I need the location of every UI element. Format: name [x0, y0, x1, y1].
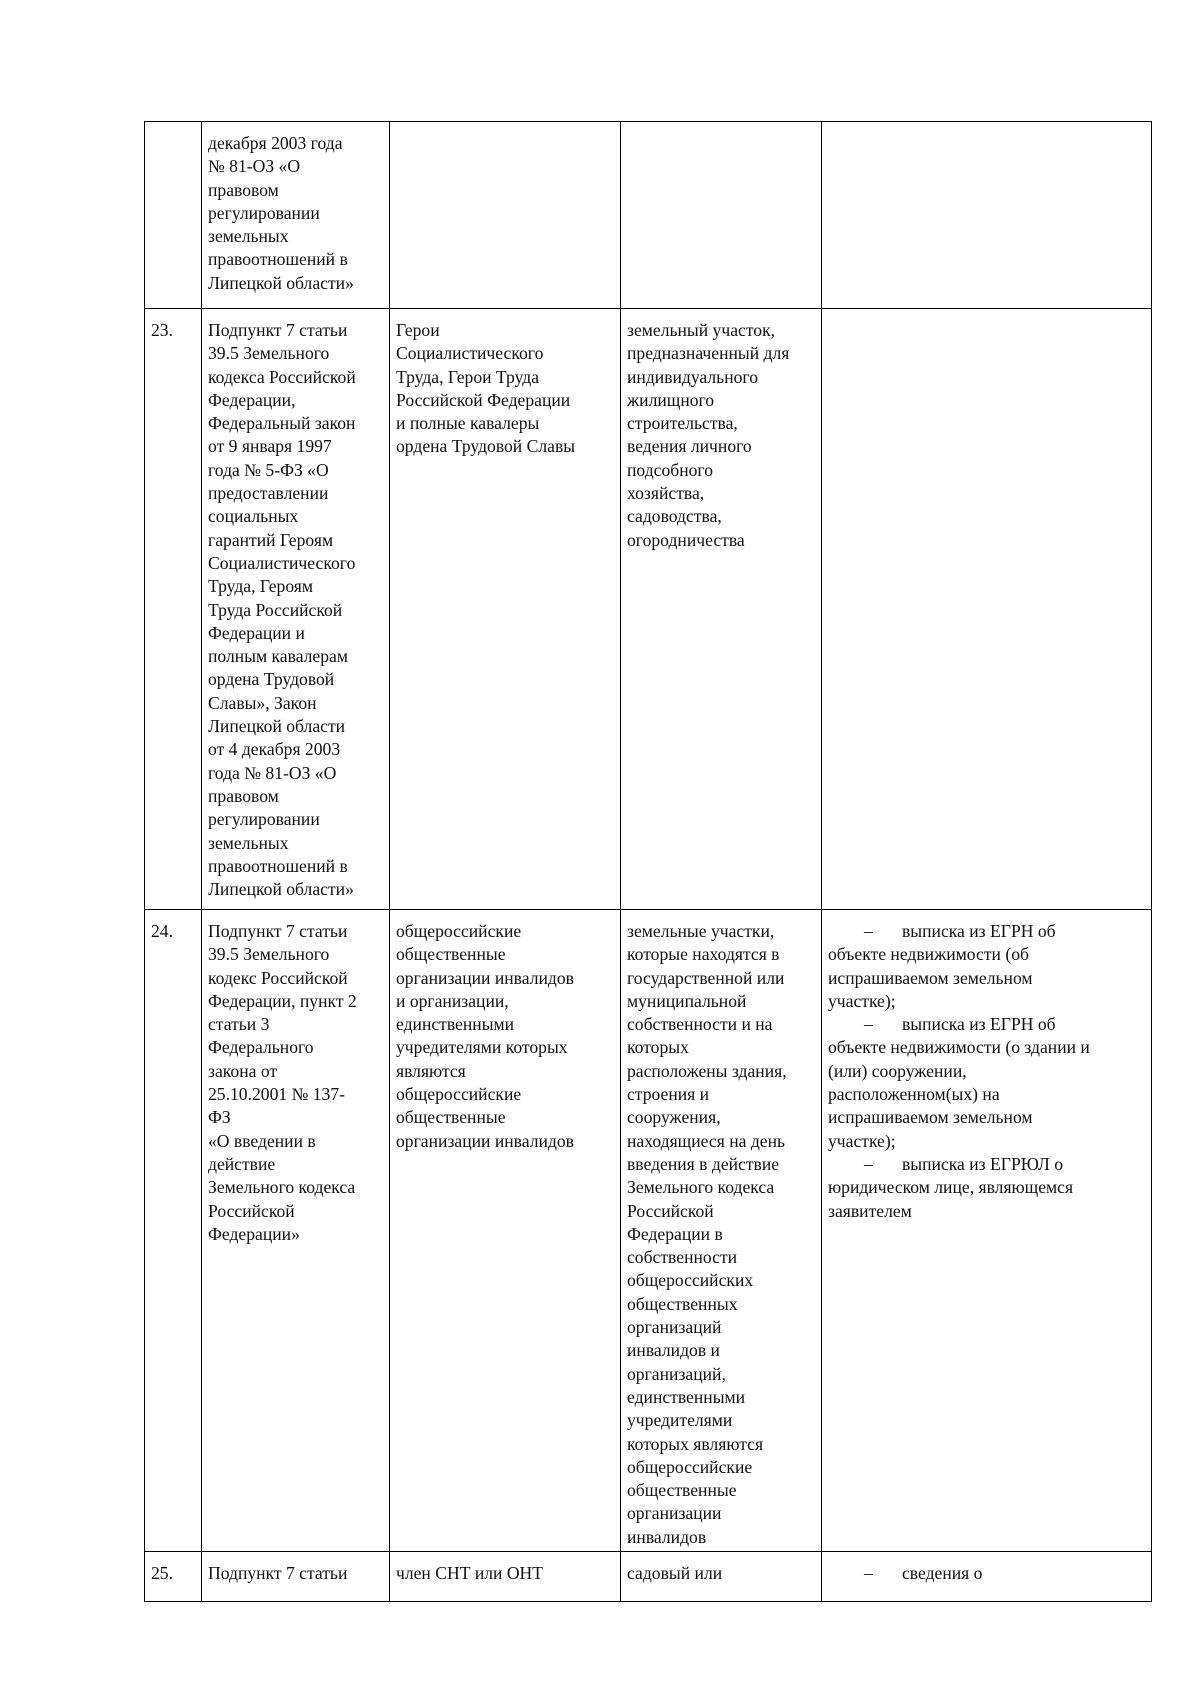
- cell-line: от 4 декабря 2003: [208, 739, 341, 760]
- cell-line: организации инвалидов: [396, 967, 574, 988]
- cell-line: полным кавалерам: [208, 646, 348, 667]
- cell-line: гарантий Героям: [208, 529, 334, 550]
- cell-line: правовом: [208, 179, 279, 200]
- cell-line: Труда, Герои Труда: [396, 366, 540, 387]
- cell-line: муниципальной: [627, 990, 747, 1011]
- cell-line: общероссийские: [396, 1084, 522, 1105]
- recipients-cell: [390, 309, 621, 910]
- table-row: [145, 910, 1152, 1552]
- cell-line: Подпункт 7 статьи: [208, 1563, 348, 1583]
- cell-line: регулировании: [208, 809, 320, 830]
- dash-marker: –: [864, 1014, 873, 1035]
- cell-line: строения и: [627, 1084, 710, 1105]
- row-number-cell: [145, 309, 202, 910]
- cell-line: государственной или: [627, 967, 785, 988]
- document-item-line: участке);: [828, 990, 896, 1011]
- row-number: 25.: [151, 1563, 173, 1583]
- document-item-line: юридическом лице, являющемся: [828, 1177, 1074, 1198]
- cell-line: Российской: [208, 1200, 295, 1221]
- row-number-cell: [145, 910, 202, 1552]
- cell-line: являются: [396, 1060, 466, 1081]
- cell-line: правоотношений в: [208, 249, 348, 270]
- document-item-line: объекте недвижимости (о здании и: [828, 1037, 1090, 1058]
- document-item-line: испрашиваемом земельном: [828, 1107, 1033, 1128]
- cell-line: правовом: [208, 785, 279, 806]
- cell-line: собственности и на: [627, 1014, 773, 1035]
- cell-line: расположены здания,: [627, 1060, 787, 1081]
- cell-line: регулировании: [208, 202, 320, 223]
- cell-line: кодекс Российской: [208, 967, 348, 988]
- cell-line: Федерации и: [208, 622, 305, 643]
- cell-line: социальных: [208, 506, 299, 527]
- cell-line: года № 5-ФЗ «О: [208, 459, 329, 480]
- table-row: [145, 122, 1152, 309]
- document-item-text: сведения о: [902, 1563, 983, 1583]
- document-item-line: участке);: [828, 1130, 896, 1151]
- table-body: [145, 122, 1152, 1602]
- cell-line: индивидуального: [627, 366, 758, 387]
- row-number-cell: [145, 1552, 202, 1602]
- cell-line: Герои: [396, 320, 440, 340]
- table-row: [145, 1552, 1152, 1602]
- document-table: [144, 121, 1152, 1602]
- cell-line: Федерации в: [627, 1223, 723, 1244]
- cell-line: правоотношений в: [208, 855, 348, 876]
- cell-line: общероссийские: [627, 1456, 753, 1477]
- document-item: [828, 1013, 1145, 1036]
- cell-line: земельный участок,: [627, 320, 776, 340]
- cell-line: общероссийские: [396, 921, 522, 941]
- documents-cell: [822, 122, 1152, 309]
- legal-basis-cell: [202, 910, 390, 1552]
- cell-line: организации: [627, 1503, 722, 1524]
- document-item: [828, 920, 1145, 943]
- cell-line: земельных: [208, 226, 289, 247]
- cell-line: строительства,: [627, 413, 738, 434]
- cell-line: Липецкой области»: [208, 879, 354, 900]
- cell-line: общественных: [627, 1293, 738, 1314]
- cell-line: Социалистического: [208, 552, 356, 573]
- cell-line: года № 81-ОЗ «О: [208, 762, 337, 783]
- cell-line: учредителями которых: [396, 1037, 568, 1058]
- cell-line: Липецкой области: [208, 716, 346, 737]
- cell-line: 39.5 Земельного: [208, 343, 330, 364]
- cell-line: ордена Трудовой Славы: [396, 436, 576, 457]
- cell-line: Труда Российской: [208, 599, 343, 620]
- document-item-line: (или) сооружении,: [828, 1060, 967, 1081]
- cell-line: и организации,: [396, 990, 509, 1011]
- cell-line: которых являются: [627, 1433, 764, 1454]
- cell-line: единственными: [396, 1014, 515, 1035]
- cell-line: учредителями: [627, 1410, 733, 1431]
- cell-line: инвалидов: [627, 1526, 707, 1547]
- table-row: [145, 309, 1152, 910]
- cell-line: Труда, Героям: [208, 576, 314, 597]
- cell-line: кодекса Российской: [208, 366, 356, 387]
- cell-line: ФЗ: [208, 1107, 231, 1128]
- cell-line: предназначенный для: [627, 343, 790, 364]
- cell-line: общественные: [396, 1107, 506, 1128]
- cell-line: введения в действие: [627, 1153, 780, 1174]
- dash-marker: –: [864, 1153, 873, 1174]
- land-purpose-cell: [621, 309, 822, 910]
- land-purpose-cell: [621, 1552, 822, 1602]
- cell-line: организаций: [627, 1317, 722, 1338]
- recipients-cell: [390, 910, 621, 1552]
- documents-cell: [822, 309, 1152, 910]
- cell-line: садоводства,: [627, 506, 722, 527]
- document-item-text: выписка из ЕГРЮЛ о: [902, 1153, 1064, 1174]
- cell-line: общественные: [396, 944, 506, 965]
- cell-line: общероссийских: [627, 1270, 754, 1291]
- row-number: 24.: [151, 921, 173, 941]
- document-item: [828, 1562, 1145, 1585]
- legal-basis-cell: [202, 122, 390, 309]
- cell-line: инвалидов и: [627, 1340, 720, 1361]
- documents-cell: [822, 910, 1152, 1552]
- cell-line: жилищного: [627, 389, 715, 410]
- cell-line: Федеральный закон: [208, 413, 356, 434]
- cell-line: и полные кавалеры: [396, 413, 540, 434]
- cell-line: хозяйства,: [627, 483, 705, 504]
- cell-line: Социалистического: [396, 343, 544, 364]
- cell-line: Федерации, пункт 2: [208, 990, 357, 1011]
- cell-line: собственности: [627, 1247, 738, 1268]
- cell-line: 39.5 Земельного: [208, 944, 330, 965]
- cell-line: закона от: [208, 1060, 278, 1081]
- cell-line: Подпункт 7 статьи: [208, 921, 348, 941]
- document-item-line: заявителем: [828, 1200, 912, 1221]
- cell-line: Федерации»: [208, 1223, 300, 1244]
- cell-line: организаций,: [627, 1363, 726, 1384]
- cell-line: статьи 3: [208, 1014, 270, 1035]
- land-purpose-cell: [621, 122, 822, 309]
- cell-line: 25.10.2001 № 137-: [208, 1084, 346, 1105]
- cell-line: земельные участки,: [627, 921, 775, 941]
- recipients-cell: [390, 122, 621, 309]
- document-item-line: объекте недвижимости (об: [828, 944, 1029, 965]
- cell-line: от 9 января 1997: [208, 436, 332, 457]
- cell-line: Подпункт 7 статьи: [208, 320, 348, 340]
- document-item-text: выписка из ЕГРН об: [902, 921, 1056, 941]
- cell-line: которые находятся в: [627, 944, 780, 965]
- document-item-line: испрашиваемом земельном: [828, 967, 1033, 988]
- cell-line: единственными: [627, 1386, 746, 1407]
- cell-line: Федерального: [208, 1037, 314, 1058]
- cell-line: Славы», Закон: [208, 692, 317, 713]
- land-purpose-cell: [621, 910, 822, 1552]
- row-number-cell: [145, 122, 202, 309]
- cell-line: земельных: [208, 832, 289, 853]
- cell-line: подсобного: [627, 459, 714, 480]
- legal-basis-cell: [202, 1552, 390, 1602]
- document-item-line: расположенном(ых) на: [828, 1084, 1000, 1105]
- cell-line: Липецкой области»: [208, 272, 354, 293]
- cell-line: находящиеся на день: [627, 1130, 786, 1151]
- cell-line: организации инвалидов: [396, 1130, 574, 1151]
- cell-line: предоставлении: [208, 483, 329, 504]
- legal-basis-cell: [202, 309, 390, 910]
- cell-line: общественные: [627, 1480, 737, 1501]
- cell-line: ведения личного: [627, 436, 752, 457]
- dash-marker: –: [864, 921, 873, 941]
- dash-marker: –: [864, 1563, 873, 1583]
- cell-line: № 81-ОЗ «О: [208, 156, 301, 177]
- cell-line: которых: [627, 1037, 689, 1058]
- cell-line: огородничества: [627, 529, 745, 550]
- row-number: 23.: [151, 320, 173, 340]
- cell-line: Земельного кодекса: [627, 1177, 775, 1198]
- cell-line: член СНТ или ОНТ: [396, 1563, 544, 1583]
- documents-cell: [822, 1552, 1152, 1602]
- cell-line: «О введении в: [208, 1130, 316, 1151]
- document-item-text: выписка из ЕГРН об: [902, 1014, 1056, 1035]
- cell-line: Российской: [627, 1200, 714, 1221]
- cell-line: ордена Трудовой: [208, 669, 335, 690]
- document-item: [828, 1153, 1145, 1176]
- cell-line: садовый или: [627, 1563, 723, 1583]
- cell-line: Земельного кодекса: [208, 1177, 356, 1198]
- cell-line: действие: [208, 1153, 276, 1174]
- recipients-cell: [390, 1552, 621, 1602]
- cell-line: декабря 2003 года: [208, 133, 343, 153]
- cell-line: сооружения,: [627, 1107, 721, 1128]
- cell-line: Российской Федерации: [396, 389, 571, 410]
- cell-line: Федерации,: [208, 389, 296, 410]
